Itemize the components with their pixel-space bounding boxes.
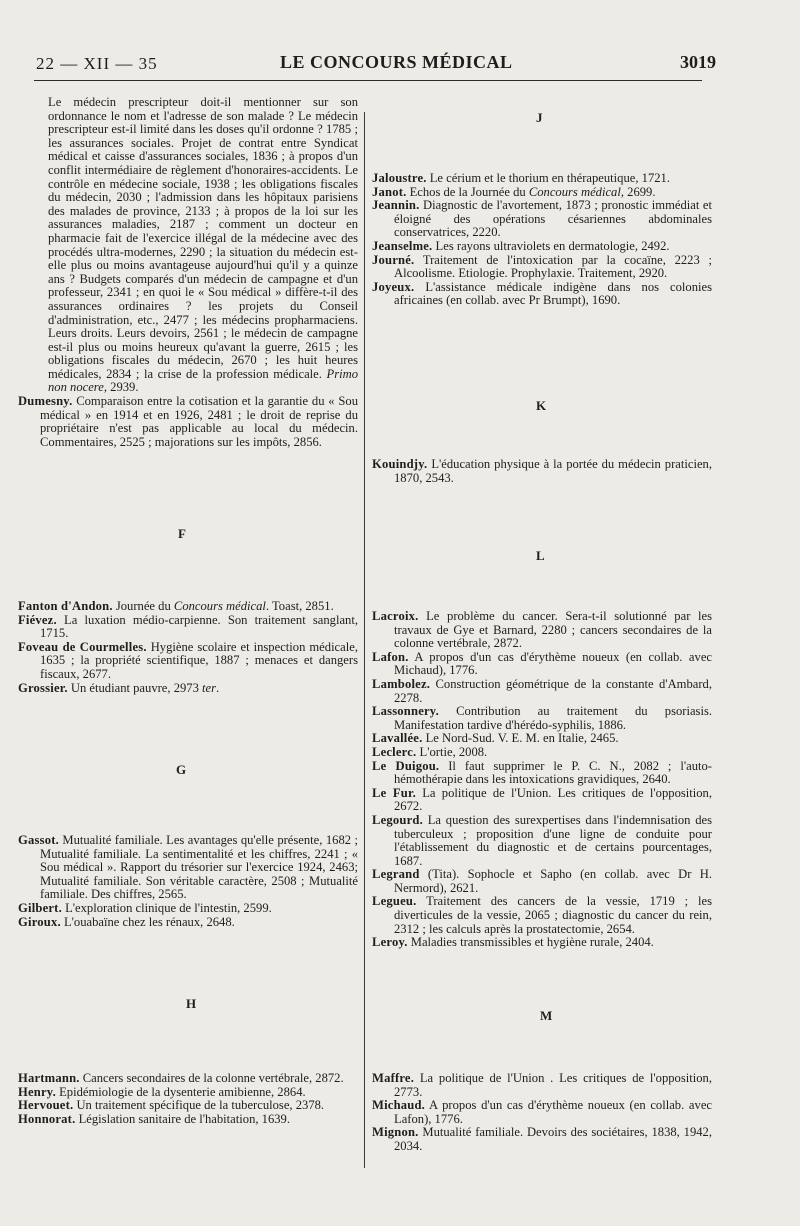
section-letter-k: K <box>536 398 547 413</box>
index-entry: Legueu. Traitement des cancers de la vessie, 1719 ; les diverticules de la vessie, 2065 ; diagnostic du cancer du rein, 2312 ; les calculs après la prostatectomie, 2654. <box>372 894 712 936</box>
right-column-m <box>372 1072 712 1154</box>
index-entry: Hervouet. Un traitement spécifique de la tuberculose, 2378. <box>18 1098 325 1113</box>
index-entry: Lafon. A propos d'un cas d'érythème noueux (en collab. avec Michaud), 1776. <box>372 649 712 678</box>
index-entry: Jaloustre. Le cérium et le thorium en thérapeutique, 1721. <box>372 171 670 185</box>
issue-date: 22 — XII — 35 <box>36 54 158 73</box>
section-letter-f: F <box>178 526 186 541</box>
journal-title: LE CONCOURS MÉDICAL <box>280 52 513 72</box>
section-letter-g: G <box>176 762 187 777</box>
right-column-l <box>372 610 712 950</box>
index-entry: Joyeux. L'assistance médicale indigène dans nos colonies africaines (en collab. avec Pr Brumpt), 1690. <box>372 279 712 308</box>
index-entry: Gilbert. L'exploration clinique de l'intestin, 2599. <box>18 900 272 915</box>
section-letter-h: H <box>186 996 197 1011</box>
index-entry: Maffre. La politique de l'Union . Les critiques de l'opposition, 2773. <box>372 1071 712 1099</box>
index-entry-continuation: Le médecin prescripteur doit-il mentionner sur son ordonnance le nom et l'adresse de son malade ? Le médecin prescripteur est-il limité dans les doses qu'il ordonne ? 1785 ; les assurances sociales. Projet de contrat entre Syndicat médical et caisse d'assurances sociales, 1836 ; à propos d'un conflit intermédiaire de règlement d'honoraires-accidents. Le contrôle en médecine sociale, 1938 ; les obligations fiscales du médecin, 2030 ; l'admission dans les hôpitaux parisiens des malades de province, 2133 ; à propos de la loi sur les assurances maladies, 2187 ; comment un docteur en pharmacie fait de l'exercice illégal de la médecine avec des procédés ultra-modernes, 2290 ; la situation du médecin est-elle plus ou moins avantageuse aujourd'hui qu'il y a quinze ans ? Budgets comparés d'un médecin de campagne et d'un professeur, 2341 ; en quoi le « Sou médical » diffère-t-il des assurances ordinaires ? les projets du Conseil d'administration, etc., 2477 ; les médecins propharmaciens. Leurs droits. Leurs devoirs, 2561 ; le médecin de campagne est-il plus ou moins heureux qu'avant la guerre, 2615 ; les obligations fiscales du médecin, 2670 ; les huit heures médicales, 2834 ; la crise de la profession médicale. Primo non nocere, 2939. <box>48 95 358 395</box>
index-entry: Fanton d'Andon. Journée du Concours médical. Toast, 2851. <box>18 599 334 613</box>
index-entry: Kouindjy. L'éducation physique à la portée du médecin praticien, 1870, 2543. <box>372 457 712 485</box>
left-column-top <box>18 96 358 449</box>
index-entry: Legourd. La question des surexpertises dans l'indemnisation des tuberculeux ; proposition d'une ligne de conduite pour l'établissement du diagnostic et de certains pourcentages, 1687. <box>372 812 712 868</box>
left-column-h <box>18 1072 358 1126</box>
index-entry: Michaud. A propos d'un cas d'érythème noueux (en collab. avec Lafon), 1776. <box>372 1098 712 1126</box>
page-header <box>18 52 716 78</box>
left-column-f <box>18 600 358 695</box>
index-entry: Le Duigou. Il faut supprimer le P. C. N., 2082 ; l'auto-hémothérapie dans les intoxications gravidiques, 2640. <box>372 758 712 787</box>
index-entry: Janot. Echos de la Journée du Concours médical, 2699. <box>372 184 656 199</box>
section-letter-l: L <box>536 548 545 563</box>
index-entry: Gassot. Mutualité familiale. Les avantages qu'elle présente, 1682 ; Mutualité familiale. La sentimentalité et les chiffres, 2241 ; « Sou médical ». Rapport du trésorier sur l'exercice 1924, 2463; Mutualité familiale. Son véritable caractère, 2508 ; Mutualité familiale. Des chiffres, 2565. <box>18 833 358 902</box>
index-entry: Honnorat. Législation sanitaire de l'habitation, 1639. <box>18 1111 290 1126</box>
section-letter-j: J <box>536 110 543 125</box>
index-entry: Lacroix. Le problème du cancer. Sera-t-il solutionné par les travaux de Gye et Barnard, 2280 ; cancers secondaires de la colonne vertébrale, 2872. <box>372 609 712 651</box>
index-entry: Lavallée. Le Nord-Sud. V. E. M. en Italie, 2465. <box>372 731 619 746</box>
index-entry: Leclerc. L'ortie, 2008. <box>372 744 488 759</box>
index-entry: Jeannin. Diagnostic de l'avortement, 1873 ; pronostic immédiat et éloigné des opérations césariennes abdominales conservatrices, 2220. <box>372 198 712 240</box>
header-rule <box>34 80 702 81</box>
index-entry: Hartmann. Cancers secondaires de la colonne vertébrale, 2872. <box>18 1071 344 1085</box>
right-column-j <box>372 172 712 308</box>
index-entry: Journé. Traitement de l'intoxication par la cocaïne, 2223 ; Alcoolisme. Etiologie. Prophylaxie. Traitement, 2920. <box>372 252 712 281</box>
index-entry: Henry. Epidémiologie de la dysenterie amibienne, 2864. <box>18 1084 306 1099</box>
left-column-g <box>18 834 358 929</box>
index-entry: Le Fur. La politique de l'Union. Les critiques de l'opposition, 2672. <box>372 785 713 814</box>
section-letter-m: M <box>540 1008 553 1023</box>
index-entry: Mignon. Mutualité familiale. Devoirs des sociétaires, 1838, 1942, 2034. <box>372 1125 712 1153</box>
index-entry: Foveau de Courmelles. Hygiène scolaire et inspection médicale, 1635 ; la propriété scientifique, 1887 ; menaces et dangers fiscaux, 2677. <box>18 639 358 681</box>
index-entry: Fiévez. La luxation médio-carpienne. Son traitement sanglant, 1715. <box>18 612 358 641</box>
index-entry: Legrand (Tita). Sophocle et Sapho (en collab. avec Dr H. Nermord), 2621. <box>372 867 712 895</box>
right-column-k <box>372 458 712 485</box>
index-entry: Grossier. Un étudiant pauvre, 2973 ter. <box>18 680 220 695</box>
page-number: 3019 <box>680 52 716 72</box>
index-entry: Lassonnery. Contribution au traitement du psoriasis. Manifestation tardive d'hérédo-syphilis, 1886. <box>372 704 712 732</box>
index-entry-dumesny: Dumesny. Comparaison entre la cotisation et la garantie du « Sou médical » en 1914 et en 1926, 2481 ; le droit de reprise du propriétaire n'est pas applicable au local du médecin. Commentaires, 2525 ; majorations sur les impôts, 2856. <box>18 394 358 449</box>
index-entry: Leroy. Maladies transmissibles et hygiène rurale, 2404. <box>372 935 654 950</box>
index-entry: Jeanselme. Les rayons ultraviolets en dermatologie, 2492. <box>372 238 670 253</box>
index-entry: Lambolez. Construction géométrique de la constante d'Ambard, 2278. <box>372 676 712 705</box>
index-entry: Giroux. L'ouabaïne chez les rénaux, 2648. <box>18 914 235 929</box>
column-divider <box>364 112 365 1168</box>
